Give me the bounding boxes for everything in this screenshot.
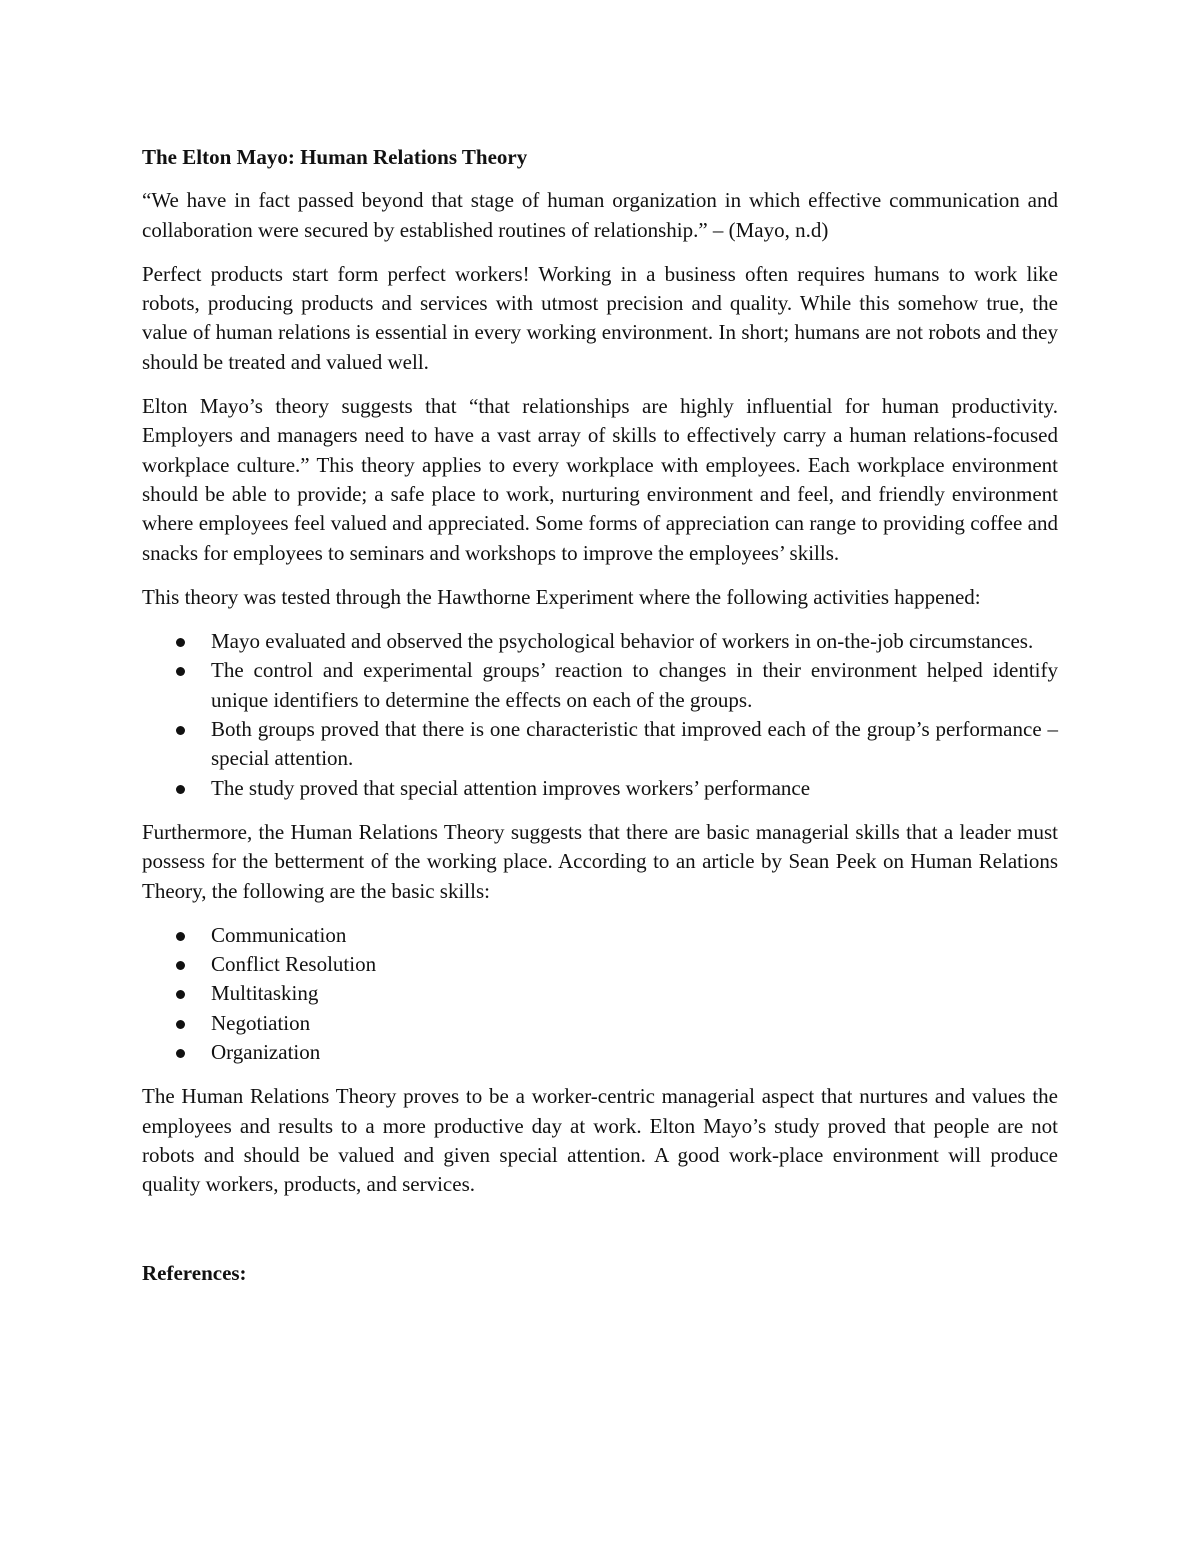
bullet-icon	[176, 961, 185, 970]
list-item-text: Communication	[211, 922, 347, 947]
list-item-text: The control and experimental groups’ reaction to changes in their environment helped identify unique identifiers to determine the effects on each of the groups.	[211, 658, 1058, 712]
section-spacer	[142, 1215, 1058, 1259]
document-title: The Elton Mayo: Human Relations Theory	[142, 145, 528, 169]
list-item-text: Organization	[211, 1040, 321, 1065]
list-item	[142, 950, 1058, 979]
bullet-icon	[176, 1049, 185, 1058]
paragraph-hawthorne: This theory was tested through the Hawthorne Experiment where the following activities happened:	[142, 584, 981, 609]
list-item	[142, 656, 1058, 715]
paragraph-theory: Elton Mayo’s theory suggests that “that relationships are highly influential for human productivity. Employers and managers need to have a vast array of skills to effectively carry a human relations-focused workplace culture.” This theory applies to every workplace with employees. Each workplace environment should be able to provide; a safe place to work, nurturing environment and feel, and friendly environment where employees feel valued and appreciated. Some forms of appreciation can range to providing coffee and snacks for employees to seminars and workshops to improve the employees’ skills.	[142, 394, 1058, 565]
list-item-text: Negotiation	[211, 1010, 311, 1035]
list-item-text: Mayo evaluated and observed the psychological behavior of workers in on-the-job circumstances.	[211, 629, 1034, 654]
bullet-icon	[176, 638, 185, 647]
references-heading: References:	[142, 1260, 247, 1285]
bullet-icon	[176, 990, 185, 999]
bullet-icon	[176, 726, 185, 735]
document-body	[142, 143, 1058, 1288]
bullet-icon	[176, 785, 185, 794]
list-item	[142, 921, 1058, 950]
opening-quote: “We have in fact passed beyond that stage of human organization in which effective communication and collaboration were secured by established routines of relationship.” – (Mayo, n.d)	[142, 188, 1058, 242]
list-item	[142, 1038, 1058, 1067]
list-item-text: The study proved that special attention improves workers’ performance	[211, 775, 811, 800]
list-item	[142, 715, 1058, 774]
list-item	[142, 774, 1058, 803]
paragraph-skills-intro: Furthermore, the Human Relations Theory suggests that there are basic managerial skills that a leader must possess for the betterment of the working place. According to an article by Sean Peek on Human Relations Theory, the following are the basic skills:	[142, 819, 1058, 903]
experiment-list	[142, 627, 1058, 803]
skills-list	[142, 921, 1058, 1067]
paragraph-intro: Perfect products start form perfect workers! Working in a business often requires humans to work like robots, producing products and services with utmost precision and quality. While this somehow true, the value of human relations is essential in every working environment. In short; humans are not robots and they should be treated and valued well.	[142, 261, 1058, 374]
bullet-icon	[176, 667, 185, 676]
bullet-icon	[176, 1020, 185, 1029]
paragraph-conclusion: The Human Relations Theory proves to be a worker-centric managerial aspect that nurtures and values the employees and results to a more productive day at work. Elton Mayo’s study proved that people are not robots and should be valued and given special attention. A good work-place environment will produce quality workers, products, and services.	[142, 1084, 1058, 1197]
list-item-text: Both groups proved that there is one characteristic that improved each of the group’s performance – special attention.	[211, 717, 1058, 771]
list-item	[142, 1009, 1058, 1038]
bullet-icon	[176, 932, 185, 941]
list-item	[142, 979, 1058, 1008]
list-item-text: Conflict Resolution	[211, 952, 377, 977]
list-item-text: Multitasking	[211, 981, 319, 1006]
list-item	[142, 627, 1058, 656]
